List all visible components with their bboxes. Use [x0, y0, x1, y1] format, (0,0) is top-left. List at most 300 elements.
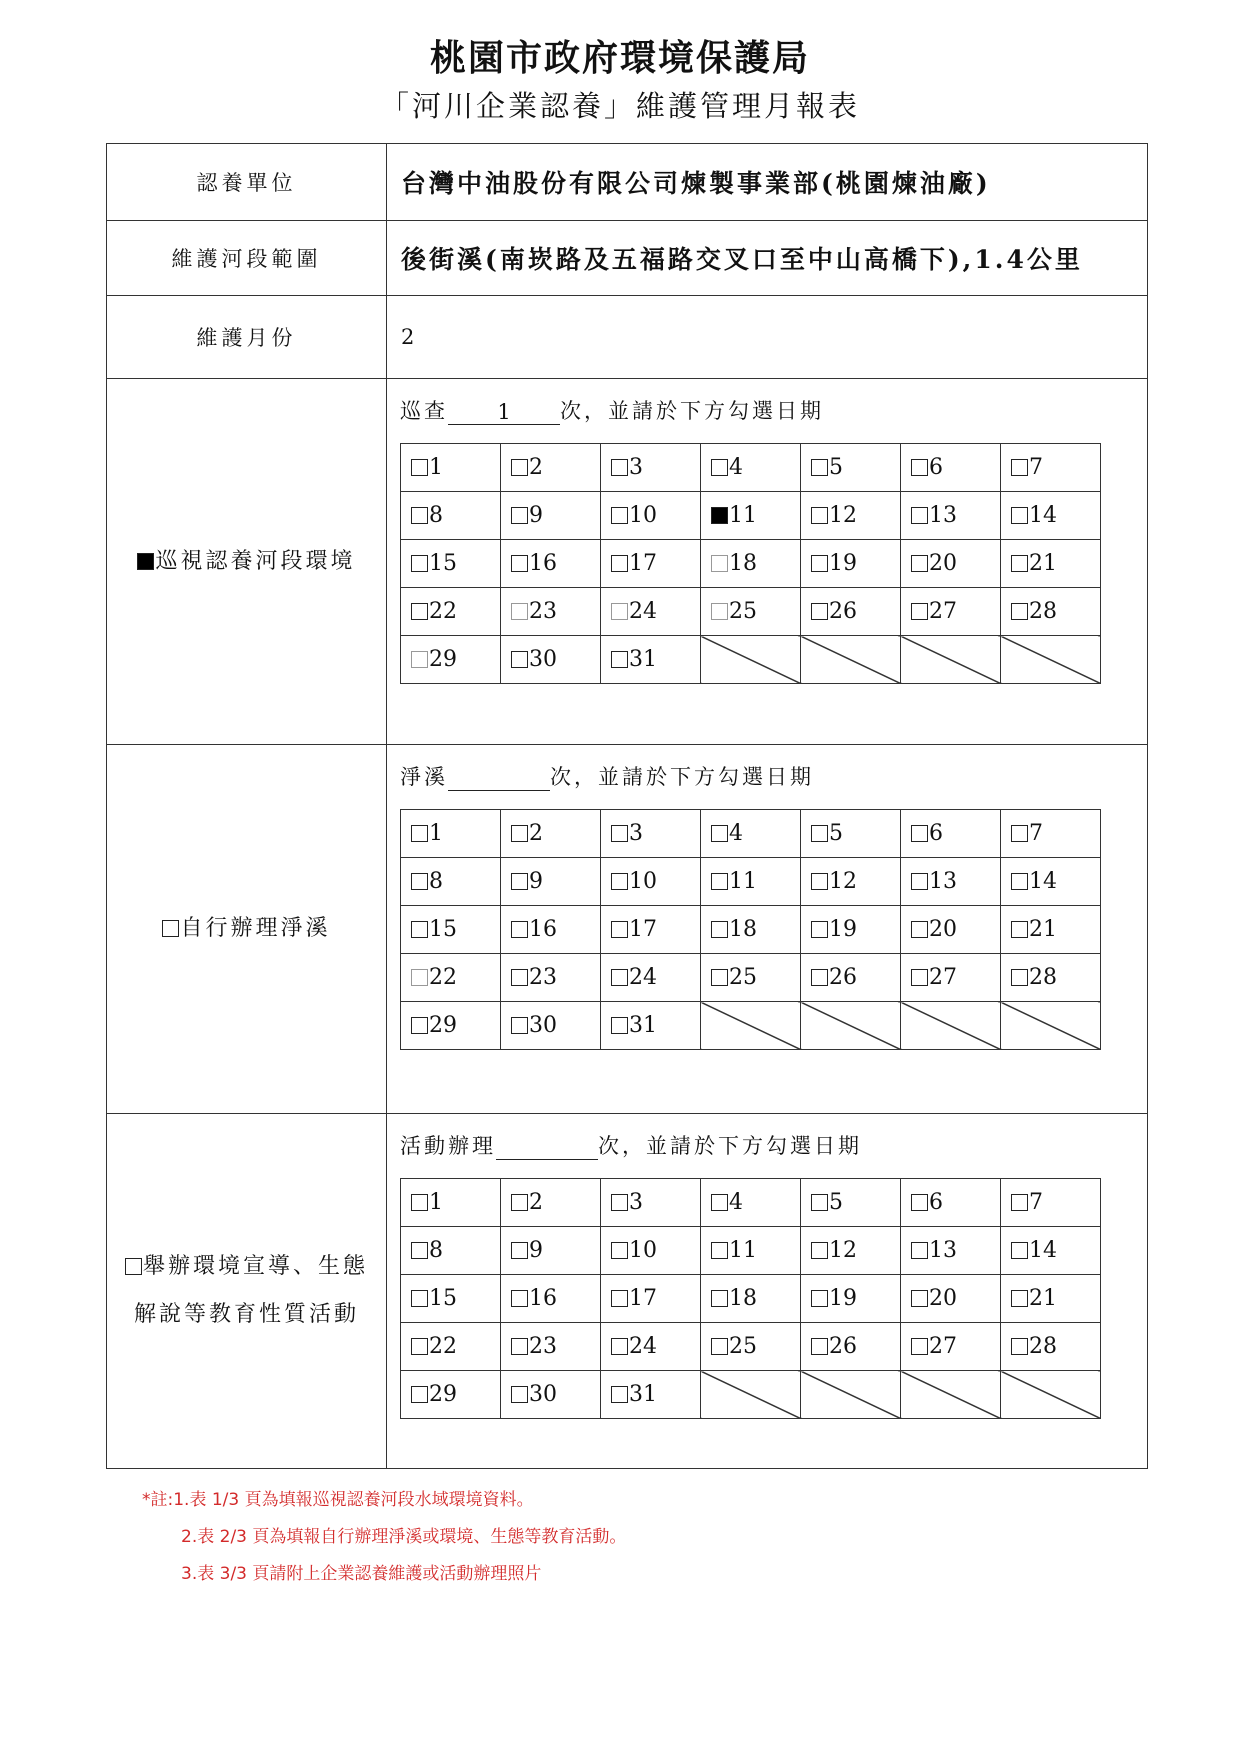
day-cell-13[interactable]	[901, 1227, 1001, 1275]
day-label-10: 10	[629, 1238, 657, 1263]
day-label-21: 21	[1029, 1286, 1057, 1311]
day-cell-23[interactable]	[501, 588, 601, 636]
day-checkbox-3[interactable]	[611, 1194, 628, 1211]
day-label-26: 26	[829, 599, 857, 624]
day-cell-3[interactable]	[601, 1179, 701, 1227]
day-checkbox-30[interactable]	[511, 1017, 528, 1034]
day-checkbox-12[interactable]	[811, 507, 828, 524]
day-label-25: 25	[729, 1334, 757, 1359]
day-checkbox-15[interactable]	[411, 921, 428, 938]
day-cell-1[interactable]	[401, 444, 501, 492]
day-checkbox-11[interactable]	[711, 507, 728, 524]
day-cell-31[interactable]	[601, 1371, 701, 1419]
day-checkbox-27[interactable]	[911, 603, 928, 620]
day-checkbox-13[interactable]	[911, 873, 928, 890]
cleanup-section-title: 自行辦理淨溪	[180, 916, 331, 941]
report-table	[106, 143, 1148, 1469]
day-label-15: 15	[429, 917, 457, 942]
day-checkbox-6[interactable]	[911, 825, 928, 842]
day-cell-16[interactable]	[501, 1275, 601, 1323]
day-checkbox-27[interactable]	[911, 969, 928, 986]
day-checkbox-14[interactable]	[1011, 1242, 1028, 1259]
day-checkbox-20[interactable]	[911, 1290, 928, 1307]
day-checkbox-29[interactable]	[411, 1386, 428, 1403]
day-label-8: 8	[429, 869, 443, 894]
calendar-week-row	[401, 492, 1101, 540]
day-checkbox-21[interactable]	[1011, 921, 1028, 938]
day-label-30: 30	[529, 1382, 557, 1407]
day-cell-2[interactable]	[501, 1179, 601, 1227]
day-checkbox-15[interactable]	[411, 555, 428, 572]
day-checkbox-12[interactable]	[811, 1242, 828, 1259]
day-checkbox-31[interactable]	[611, 1386, 628, 1403]
day-cell-25[interactable]	[701, 1323, 801, 1371]
day-cell-22[interactable]	[401, 588, 501, 636]
day-cell-28[interactable]	[1001, 954, 1101, 1002]
day-cell-5[interactable]	[801, 1179, 901, 1227]
day-checkbox-8[interactable]	[411, 873, 428, 890]
day-checkbox-5[interactable]	[811, 825, 828, 842]
day-cell-24[interactable]	[601, 954, 701, 1002]
empty-day-cell	[801, 636, 901, 684]
calendar-week-row	[401, 636, 1101, 684]
patrol-section-label	[107, 379, 387, 745]
day-label-5: 5	[829, 1190, 843, 1215]
day-checkbox-20[interactable]	[911, 555, 928, 572]
empty-day-cell	[701, 1002, 801, 1050]
day-cell-27[interactable]	[901, 954, 1001, 1002]
day-label-20: 20	[929, 551, 957, 576]
day-cell-3[interactable]	[601, 444, 701, 492]
day-label-16: 16	[529, 551, 557, 576]
calendar-week-row	[401, 444, 1101, 492]
day-cell-28[interactable]	[1001, 1323, 1101, 1371]
day-cell-29[interactable]	[401, 636, 501, 684]
day-checkbox-14[interactable]	[1011, 507, 1028, 524]
education-section-label	[107, 1114, 387, 1469]
day-label-2: 2	[529, 1190, 543, 1215]
day-cell-19[interactable]	[801, 1275, 901, 1323]
day-checkbox-17[interactable]	[611, 921, 628, 938]
day-cell-21[interactable]	[1001, 1275, 1101, 1323]
day-cell-18[interactable]	[701, 906, 801, 954]
day-label-28: 28	[1029, 965, 1057, 990]
day-checkbox-17[interactable]	[611, 555, 628, 572]
day-cell-1[interactable]	[401, 1179, 501, 1227]
cleanup-prompt-prefix: 淨溪	[400, 765, 448, 789]
day-cell-5[interactable]	[801, 810, 901, 858]
day-label-10: 10	[629, 503, 657, 528]
calendar-week-row	[401, 1179, 1101, 1227]
day-label-28: 28	[1029, 1334, 1057, 1359]
day-checkbox-26[interactable]	[811, 1338, 828, 1355]
page-title: 桃園市政府環境保護局	[429, 37, 810, 79]
patrol-prompt-prefix: 巡查	[400, 399, 448, 423]
day-checkbox-26[interactable]	[811, 969, 828, 986]
day-cell-30[interactable]	[501, 1371, 601, 1419]
day-checkbox-21[interactable]	[1011, 1290, 1028, 1307]
day-checkbox-29[interactable]	[411, 1017, 428, 1034]
day-checkbox-10[interactable]	[611, 1242, 628, 1259]
day-checkbox-2[interactable]	[511, 825, 528, 842]
education-prompt-suffix: 次，並請於下方勾選日期	[598, 1134, 862, 1158]
day-cell-9[interactable]	[501, 858, 601, 906]
day-checkbox-16[interactable]	[511, 555, 528, 572]
day-checkbox-21[interactable]	[1011, 555, 1028, 572]
day-cell-26[interactable]	[801, 1323, 901, 1371]
day-checkbox-28[interactable]	[1011, 969, 1028, 986]
day-cell-24[interactable]	[601, 588, 701, 636]
day-cell-25[interactable]	[701, 588, 801, 636]
day-cell-17[interactable]	[601, 540, 701, 588]
empty-day-cell	[801, 1002, 901, 1050]
day-checkbox-8[interactable]	[411, 1242, 428, 1259]
day-checkbox-22[interactable]	[411, 603, 428, 620]
day-checkbox-19[interactable]	[811, 1290, 828, 1307]
day-cell-7[interactable]	[1001, 1179, 1101, 1227]
day-label-27: 27	[929, 599, 957, 624]
day-cell-17[interactable]	[601, 1275, 701, 1323]
day-cell-26[interactable]	[801, 588, 901, 636]
day-label-29: 29	[429, 647, 457, 672]
calendar-week-row	[401, 1371, 1101, 1419]
day-checkbox-17[interactable]	[611, 1290, 628, 1307]
day-cell-29[interactable]	[401, 1371, 501, 1419]
day-label-2: 2	[529, 455, 543, 480]
day-label-1: 1	[429, 1190, 443, 1215]
unit-value[interactable]: 台灣中油股份有限公司煉製事業部(桃園煉油廠)	[387, 144, 1148, 221]
patrol-section-checkbox[interactable]	[137, 553, 154, 570]
day-cell-14[interactable]	[1001, 492, 1101, 540]
day-label-7: 7	[1029, 821, 1043, 846]
day-checkbox-6[interactable]	[911, 459, 928, 476]
day-label-6: 6	[929, 455, 943, 480]
day-cell-24[interactable]	[601, 1323, 701, 1371]
day-checkbox-15[interactable]	[411, 1290, 428, 1307]
day-cell-4[interactable]	[701, 810, 801, 858]
day-checkbox-4[interactable]	[711, 1194, 728, 1211]
day-label-21: 21	[1029, 551, 1057, 576]
day-checkbox-19[interactable]	[811, 921, 828, 938]
day-cell-10[interactable]	[601, 492, 701, 540]
day-label-31: 31	[629, 647, 657, 672]
day-label-17: 17	[629, 917, 657, 942]
day-cell-2[interactable]	[501, 810, 601, 858]
day-checkbox-28[interactable]	[1011, 603, 1028, 620]
cleanup-section-label	[107, 745, 387, 1114]
month-row	[107, 296, 1148, 379]
day-checkbox-9[interactable]	[511, 1242, 528, 1259]
day-checkbox-19[interactable]	[811, 555, 828, 572]
day-checkbox-7[interactable]	[1011, 459, 1028, 476]
day-checkbox-3[interactable]	[611, 825, 628, 842]
day-label-24: 24	[629, 1334, 657, 1359]
day-checkbox-7[interactable]	[1011, 1194, 1028, 1211]
day-label-7: 7	[1029, 455, 1043, 480]
day-cell-7[interactable]	[1001, 444, 1101, 492]
day-label-23: 23	[529, 599, 557, 624]
day-cell-15[interactable]	[401, 540, 501, 588]
day-cell-28[interactable]	[1001, 588, 1101, 636]
day-cell-14[interactable]	[1001, 1227, 1101, 1275]
day-cell-9[interactable]	[501, 1227, 601, 1275]
note-3: 3.表 3/3 頁請附上企業認養維護或活動辦理照片	[181, 1564, 542, 1584]
day-checkbox-25[interactable]	[711, 1338, 728, 1355]
day-checkbox-2[interactable]	[511, 459, 528, 476]
day-checkbox-6[interactable]	[911, 1194, 928, 1211]
day-checkbox-25[interactable]	[711, 603, 728, 620]
day-cell-6[interactable]	[901, 1179, 1001, 1227]
day-cell-2[interactable]	[501, 444, 601, 492]
day-label-26: 26	[829, 965, 857, 990]
day-cell-5[interactable]	[801, 444, 901, 492]
day-cell-19[interactable]	[801, 540, 901, 588]
day-checkbox-4[interactable]	[711, 825, 728, 842]
day-checkbox-9[interactable]	[511, 873, 528, 890]
day-label-11: 11	[729, 869, 757, 894]
day-checkbox-1[interactable]	[411, 825, 428, 842]
calendar-week-row	[401, 810, 1101, 858]
day-checkbox-25[interactable]	[711, 969, 728, 986]
day-label-16: 16	[529, 917, 557, 942]
day-label-17: 17	[629, 551, 657, 576]
day-label-3: 3	[629, 455, 643, 480]
day-cell-30[interactable]	[501, 1002, 601, 1050]
day-label-1: 1	[429, 455, 443, 480]
day-cell-20[interactable]	[901, 1275, 1001, 1323]
day-cell-21[interactable]	[1001, 540, 1101, 588]
day-checkbox-22[interactable]	[411, 1338, 428, 1355]
day-label-16: 16	[529, 1286, 557, 1311]
day-cell-29[interactable]	[401, 1002, 501, 1050]
day-label-14: 14	[1029, 1238, 1057, 1263]
day-checkbox-5[interactable]	[811, 459, 828, 476]
calendar-week-row	[401, 540, 1101, 588]
empty-day-cell	[801, 1371, 901, 1419]
day-cell-23[interactable]	[501, 1323, 601, 1371]
day-checkbox-7[interactable]	[1011, 825, 1028, 842]
day-checkbox-26[interactable]	[811, 603, 828, 620]
day-cell-20[interactable]	[901, 906, 1001, 954]
note-2: 2.表 2/3 頁為填報自行辦理淨溪或環境、生態等教育活動。	[181, 1527, 627, 1547]
month-value[interactable]: 2	[387, 296, 1148, 379]
day-label-6: 6	[929, 821, 943, 846]
day-checkbox-24[interactable]	[611, 603, 628, 620]
day-label-22: 22	[429, 965, 457, 990]
day-cell-17[interactable]	[601, 906, 701, 954]
day-cell-31[interactable]	[601, 636, 701, 684]
patrol-count-field[interactable]: 1	[448, 400, 560, 425]
day-cell-15[interactable]	[401, 1275, 501, 1323]
patrol-section-body	[387, 379, 1148, 745]
day-checkbox-16[interactable]	[511, 1290, 528, 1307]
day-checkbox-1[interactable]	[411, 459, 428, 476]
cleanup-prompt-suffix: 次，並請於下方勾選日期	[550, 765, 814, 789]
day-cell-11[interactable]	[701, 492, 801, 540]
day-label-9: 9	[529, 503, 543, 528]
day-checkbox-3[interactable]	[611, 459, 628, 476]
unit-label: 認養單位	[107, 144, 387, 221]
day-cell-31[interactable]	[601, 1002, 701, 1050]
day-checkbox-14[interactable]	[1011, 873, 1028, 890]
day-cell-14[interactable]	[1001, 858, 1101, 906]
day-cell-18[interactable]	[701, 1275, 801, 1323]
day-label-19: 19	[829, 551, 857, 576]
day-cell-4[interactable]	[701, 1179, 801, 1227]
day-checkbox-2[interactable]	[511, 1194, 528, 1211]
cleanup-count-field[interactable]	[448, 766, 550, 791]
day-cell-13[interactable]	[901, 858, 1001, 906]
calendar-week-row	[401, 1323, 1101, 1371]
cleanup-section-body	[387, 745, 1148, 1114]
day-cell-21[interactable]	[1001, 906, 1101, 954]
cleanup-prompt	[400, 761, 1147, 791]
day-label-19: 19	[829, 917, 857, 942]
day-checkbox-11[interactable]	[711, 1242, 728, 1259]
day-label-23: 23	[529, 1334, 557, 1359]
day-label-3: 3	[629, 821, 643, 846]
day-cell-27[interactable]	[901, 588, 1001, 636]
day-checkbox-30[interactable]	[511, 1386, 528, 1403]
day-cell-22[interactable]	[401, 1323, 501, 1371]
day-cell-25[interactable]	[701, 954, 801, 1002]
cleanup-section-checkbox[interactable]	[162, 920, 179, 937]
day-label-20: 20	[929, 1286, 957, 1311]
day-label-15: 15	[429, 1286, 457, 1311]
day-cell-8[interactable]	[401, 858, 501, 906]
day-cell-16[interactable]	[501, 906, 601, 954]
day-checkbox-28[interactable]	[1011, 1338, 1028, 1355]
day-checkbox-20[interactable]	[911, 921, 928, 938]
day-checkbox-24[interactable]	[611, 1338, 628, 1355]
day-checkbox-27[interactable]	[911, 1338, 928, 1355]
calendar-week-row	[401, 858, 1101, 906]
cleanup-calendar	[400, 809, 1101, 1050]
education-section-checkbox[interactable]	[125, 1258, 142, 1275]
day-cell-12[interactable]	[801, 858, 901, 906]
day-checkbox-11[interactable]	[711, 873, 728, 890]
range-label: 維護河段範圍	[107, 221, 387, 296]
day-checkbox-1[interactable]	[411, 1194, 428, 1211]
day-cell-12[interactable]	[801, 492, 901, 540]
day-label-15: 15	[429, 551, 457, 576]
day-checkbox-13[interactable]	[911, 1242, 928, 1259]
day-cell-15[interactable]	[401, 906, 501, 954]
day-label-25: 25	[729, 599, 757, 624]
patrol-prompt	[400, 395, 1147, 425]
education-count-field[interactable]	[496, 1135, 598, 1160]
day-label-19: 19	[829, 1286, 857, 1311]
day-cell-1[interactable]	[401, 810, 501, 858]
day-cell-23[interactable]	[501, 954, 601, 1002]
empty-day-cell	[901, 1002, 1001, 1050]
day-checkbox-10[interactable]	[611, 873, 628, 890]
day-label-6: 6	[929, 1190, 943, 1215]
day-cell-3[interactable]	[601, 810, 701, 858]
day-cell-8[interactable]	[401, 1227, 501, 1275]
page-subtitle: 「河川企業認養」維護管理月報表	[379, 89, 860, 123]
day-cell-30[interactable]	[501, 636, 601, 684]
day-cell-10[interactable]	[601, 1227, 701, 1275]
empty-day-cell	[1001, 1002, 1101, 1050]
day-checkbox-31[interactable]	[611, 651, 628, 668]
range-value[interactable]: 後街溪(南崁路及五福路交叉口至中山高橋下),1.4公里	[387, 221, 1148, 296]
day-checkbox-18[interactable]	[711, 1290, 728, 1307]
day-cell-26[interactable]	[801, 954, 901, 1002]
day-label-18: 18	[729, 917, 757, 942]
day-checkbox-8[interactable]	[411, 507, 428, 524]
day-checkbox-18[interactable]	[711, 921, 728, 938]
calendar-week-row	[401, 588, 1101, 636]
day-checkbox-29[interactable]	[411, 651, 428, 668]
day-checkbox-23[interactable]	[511, 1338, 528, 1355]
day-cell-18[interactable]	[701, 540, 801, 588]
day-cell-7[interactable]	[1001, 810, 1101, 858]
day-cell-6[interactable]	[901, 810, 1001, 858]
day-cell-22[interactable]	[401, 954, 501, 1002]
day-checkbox-18[interactable]	[711, 555, 728, 572]
day-cell-13[interactable]	[901, 492, 1001, 540]
day-cell-16[interactable]	[501, 540, 601, 588]
education-section-title-line1	[107, 1243, 386, 1291]
day-checkbox-10[interactable]	[611, 507, 628, 524]
day-checkbox-31[interactable]	[611, 1017, 628, 1034]
day-cell-19[interactable]	[801, 906, 901, 954]
day-cell-11[interactable]	[701, 1227, 801, 1275]
day-label-29: 29	[429, 1382, 457, 1407]
day-cell-9[interactable]	[501, 492, 601, 540]
day-label-9: 9	[529, 869, 543, 894]
patrol-calendar	[400, 443, 1101, 684]
day-cell-12[interactable]	[801, 1227, 901, 1275]
education-calendar	[400, 1178, 1101, 1419]
day-checkbox-13[interactable]	[911, 507, 928, 524]
day-label-29: 29	[429, 1013, 457, 1038]
day-label-31: 31	[629, 1382, 657, 1407]
day-checkbox-5[interactable]	[811, 1194, 828, 1211]
day-cell-20[interactable]	[901, 540, 1001, 588]
day-cell-27[interactable]	[901, 1323, 1001, 1371]
day-cell-11[interactable]	[701, 858, 801, 906]
day-checkbox-23[interactable]	[511, 603, 528, 620]
calendar-week-row	[401, 906, 1101, 954]
day-checkbox-22[interactable]	[411, 969, 428, 986]
education-section-body	[387, 1114, 1148, 1469]
day-checkbox-4[interactable]	[711, 459, 728, 476]
day-cell-10[interactable]	[601, 858, 701, 906]
day-label-2: 2	[529, 821, 543, 846]
calendar-week-row	[401, 1275, 1101, 1323]
day-cell-4[interactable]	[701, 444, 801, 492]
patrol-prompt-suffix: 次，並請於下方勾選日期	[560, 399, 824, 423]
empty-day-cell	[701, 636, 801, 684]
cleanup-section	[107, 745, 1148, 1114]
day-checkbox-23[interactable]	[511, 969, 528, 986]
day-label-9: 9	[529, 1238, 543, 1263]
day-label-5: 5	[829, 821, 843, 846]
day-checkbox-30[interactable]	[511, 651, 528, 668]
day-checkbox-9[interactable]	[511, 507, 528, 524]
day-cell-6[interactable]	[901, 444, 1001, 492]
day-checkbox-16[interactable]	[511, 921, 528, 938]
education-prompt	[400, 1130, 1147, 1160]
day-checkbox-24[interactable]	[611, 969, 628, 986]
day-cell-8[interactable]	[401, 492, 501, 540]
education-section-title-line2: 解說等教育性質活動	[133, 1302, 359, 1327]
day-label-25: 25	[729, 965, 757, 990]
note-1: *註:1.表 1/3 頁為填報巡視認養河段水域環境資料。	[142, 1490, 534, 1510]
day-checkbox-12[interactable]	[811, 873, 828, 890]
